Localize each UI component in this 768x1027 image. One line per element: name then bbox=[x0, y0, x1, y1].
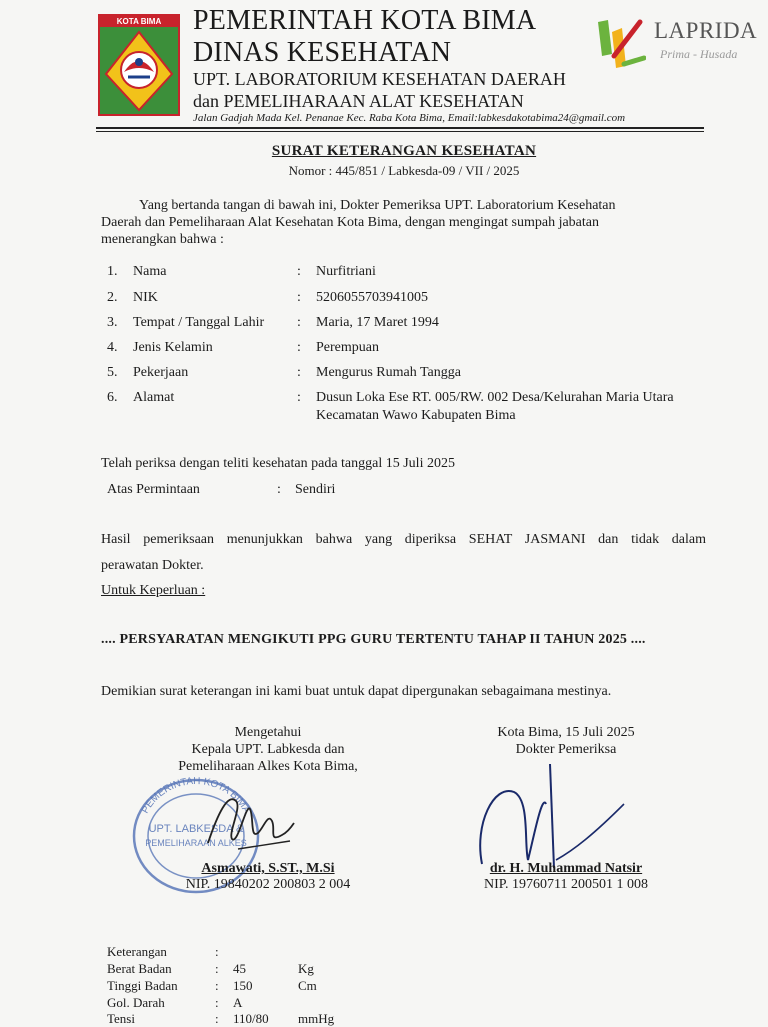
note-colon: : bbox=[215, 1011, 219, 1026]
lapprida-tagline: Prima - Husada bbox=[660, 47, 738, 61]
field-number: 3. bbox=[107, 315, 118, 330]
field-label-nik: NIK bbox=[133, 290, 158, 305]
header-address: Jalan Gadjah Mada Kel. Penanae Kec. Raba Kota Bima, Email:labkesdakotabima24@gmail.com bbox=[193, 112, 626, 124]
field-colon: : bbox=[297, 340, 301, 355]
notes-colon: : bbox=[215, 944, 219, 959]
field-number: 6. bbox=[107, 390, 118, 405]
left-sign-nip: NIP. 19840202 200803 2 004 bbox=[185, 877, 351, 892]
notes-title: Keterangan bbox=[107, 944, 167, 959]
purpose-text: .... PERSYARATAN MENGIKUTI PPG GURU TERTENTU TAHAP II TAHUN 2025 .... bbox=[101, 632, 646, 647]
kota-bima-logo bbox=[98, 14, 180, 116]
left-sign-name: Asmawati, S.ST., M.Si bbox=[201, 861, 335, 876]
stamp-text-1: UPT. LABKESDA & bbox=[148, 823, 244, 835]
closing-statement: Demikian surat keterangan ini kami buat untuk dapat dipergunakan sebagaimana mestinya. bbox=[101, 684, 612, 699]
stamp-text-2: PEMELIHARAAN ALKES bbox=[145, 838, 247, 848]
field-colon: : bbox=[297, 290, 301, 305]
note-unit-tension: mmHg bbox=[298, 1011, 335, 1026]
note-colon: : bbox=[215, 995, 219, 1010]
note-label-weight: Berat Badan bbox=[107, 961, 172, 976]
document-title: SURAT KETERANGAN KESEHATAN bbox=[271, 143, 537, 159]
field-number: 2. bbox=[107, 290, 118, 305]
field-label-gender: Jenis Kelamin bbox=[133, 340, 213, 355]
request-colon: : bbox=[277, 482, 281, 497]
intro-line-3: menerangkan bahwa : bbox=[101, 232, 224, 247]
header-dept-name: DINAS KESEHATAN bbox=[193, 37, 452, 68]
note-label-tension: Tensi bbox=[107, 1011, 135, 1026]
field-value-name: Nurfitriani bbox=[316, 264, 376, 279]
right-signature bbox=[464, 764, 634, 874]
note-value-blood: A bbox=[233, 995, 243, 1010]
field-value-address: Dusun Loka Ese RT. 005/RW. 002 Desa/Kelurahan Maria Utara bbox=[316, 390, 674, 405]
field-number: 5. bbox=[107, 365, 118, 380]
field-label-name: Nama bbox=[133, 264, 167, 279]
field-label-job: Pekerjaan bbox=[133, 365, 189, 380]
intro-line-2: Daerah dan Pemeliharaan Alat Kesehatan Kota Bima, dengan mengingat sumpah jabatan bbox=[101, 215, 599, 230]
field-number: 4. bbox=[107, 340, 118, 355]
purpose-label: Untuk Keperluan : bbox=[101, 583, 206, 598]
check-statement: Telah periksa dengan teliti kesehatan pada tanggal 15 Juli 2025 bbox=[101, 456, 455, 471]
note-value-height: 150 bbox=[233, 978, 253, 993]
intro-line-1: Yang bertanda tangan di bawah ini, Dokter Pemeriksa UPT. Laboratorium Kesehatan bbox=[139, 198, 616, 213]
note-value-weight: 45 bbox=[233, 961, 246, 976]
field-value-address-2: Kecamatan Wawo Kabupaten Bima bbox=[316, 408, 516, 423]
lapprida-name: LAPRIDA bbox=[654, 18, 758, 43]
right-sign-place-date: Kota Bima, 15 Juli 2025 bbox=[497, 725, 635, 740]
field-label-address: Alamat bbox=[133, 390, 175, 405]
result-line-1: Hasil pemeriksaan menunjukkan bahwa yang diperiksa SEHAT JASMANI dan tidak dalam bbox=[101, 532, 706, 547]
left-signature bbox=[198, 783, 298, 863]
note-value-tension: 110/80 bbox=[233, 1011, 269, 1026]
right-sign-role: Dokter Pemeriksa bbox=[515, 742, 617, 757]
logo-text: KOTA BIMA bbox=[116, 17, 162, 26]
document-number: Nomor : 445/851 / Labkesda-09 / VII / 2025 bbox=[288, 163, 520, 178]
field-colon: : bbox=[297, 365, 301, 380]
header-gov-name: PEMERINTAH KOTA BIMA bbox=[193, 5, 537, 36]
header-rule-thin bbox=[96, 131, 704, 132]
right-sign-nip: NIP. 19760711 200501 1 008 bbox=[484, 877, 648, 892]
note-label-blood: Gol. Darah bbox=[107, 995, 165, 1010]
field-colon: : bbox=[297, 390, 301, 405]
field-value-gender: Perempuan bbox=[316, 340, 379, 355]
note-unit-height: Cm bbox=[298, 978, 317, 993]
header-rule bbox=[96, 127, 704, 129]
request-label: Atas Permintaan bbox=[107, 482, 200, 497]
note-colon: : bbox=[215, 961, 219, 976]
field-value-nik: 5206055703941005 bbox=[316, 290, 428, 305]
header-unit-name-2: dan PEMELIHARAAN ALAT KESEHATAN bbox=[193, 91, 524, 111]
left-sign-line-1: Mengetahui bbox=[234, 725, 302, 740]
left-sign-line-2: Kepala UPT. Labkesda dan bbox=[191, 742, 345, 757]
header-unit-name: UPT. LABORATORIUM KESEHATAN DAERAH bbox=[193, 69, 566, 89]
field-number: 1. bbox=[107, 264, 118, 279]
stamp-arc-text: PEMERINTAH KOTA BIMA bbox=[139, 775, 253, 816]
field-colon: : bbox=[297, 264, 301, 279]
note-unit-weight: Kg bbox=[298, 961, 314, 976]
field-colon: : bbox=[297, 315, 301, 330]
request-value: Sendiri bbox=[295, 482, 336, 497]
field-value-job: Mengurus Rumah Tangga bbox=[316, 365, 461, 380]
note-label-height: Tinggi Badan bbox=[107, 978, 178, 993]
field-value-birth: Maria, 17 Maret 1994 bbox=[316, 315, 439, 330]
note-colon: : bbox=[215, 978, 219, 993]
lapprida-logo-mark bbox=[594, 14, 646, 72]
left-sign-line-3: Pemeliharaan Alkes Kota Bima, bbox=[178, 759, 358, 774]
result-line-2: perawatan Dokter. bbox=[101, 558, 204, 573]
field-label-birth: Tempat / Tanggal Lahir bbox=[133, 315, 265, 330]
right-sign-name: dr. H. Muhammad Natsir bbox=[489, 861, 643, 876]
